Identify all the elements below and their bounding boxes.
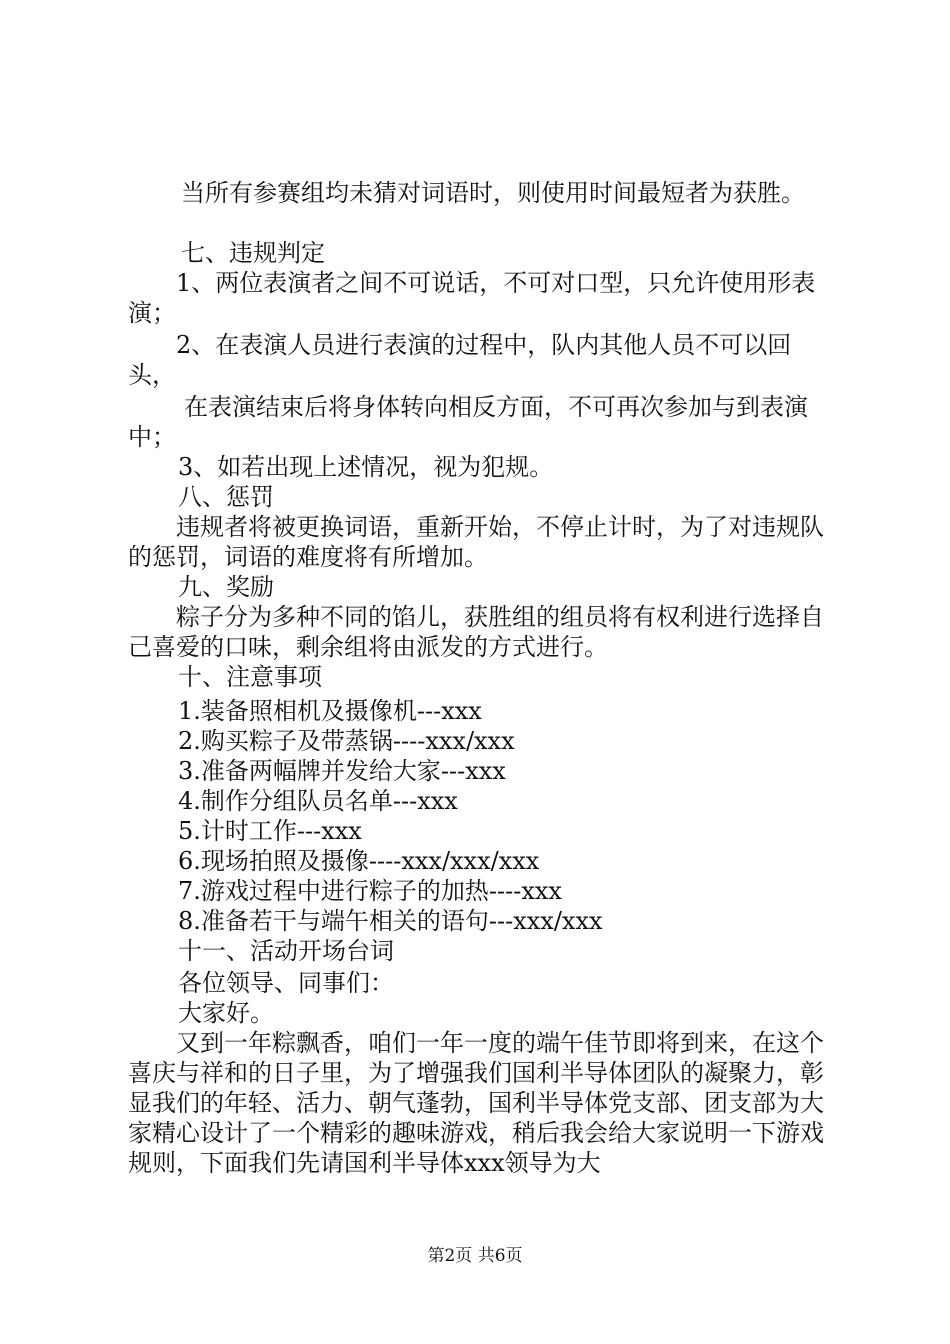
list-item: 3.准备两幅牌并发给大家---xxx <box>178 757 506 785</box>
section-heading-reward: 九、奖励 <box>178 573 274 601</box>
list-item: 4.制作分组队员名单---xxx <box>178 787 458 815</box>
section-heading-opening: 十一、活动开场台词 <box>178 937 394 965</box>
rule-item-2: 2、在表演人员进行表演的过程中，队内其他人员不可以回头， <box>128 331 792 389</box>
paragraph-tie-rule: 当所有参赛组均未猜对词语时，则使用时间最短者为获胜。 <box>181 179 805 207</box>
rule-item-2-continued: 在表演结束后将身体转向相反方面，不可再次参加与到表演中； <box>128 393 808 451</box>
list-item: 5.计时工作---xxx <box>178 817 362 845</box>
list-item: 7.游戏过程中进行粽子的加热----xxx <box>178 877 562 905</box>
list-item: 8.准备若干与端午相关的语句---xxx/xxx <box>178 907 603 935</box>
page-number-footer: 第2页 共6页 <box>427 1246 523 1266</box>
paragraph-reward: 粽子分为多种不同的馅儿，获胜组的组员将有权利进行选择自己喜爱的口味，剩余组将由派发的方式进行。 <box>128 603 824 661</box>
greeting-line: 各位领导、同事们： <box>178 969 394 997</box>
rule-item-1: 1、两位表演者之间不可说话，不可对口型，只允许使用形表演； <box>128 269 816 327</box>
rule-item-3: 3、如若出现上述情况，视为犯规。 <box>178 453 554 481</box>
list-item: 6.现场拍照及摄像----xxx/xxx/xxx <box>178 847 540 875</box>
section-heading-notes: 十、注意事项 <box>178 663 322 691</box>
hello-line: 大家好。 <box>178 999 274 1027</box>
paragraph-penalty: 违规者将被更换词语，重新开始，不停止计时，为了对违规队的惩罚，词语的难度将有所增加。 <box>128 513 824 571</box>
paragraph-opening-speech: 又到一年粽飘香，咱们一年一度的端午佳节即将到来，在这个喜庆与祥和的日子里，为了增强我们国利半导体团队的凝聚力，彰显我们的年轻、活力、朝气蓬勃，国利半导体党支部、团支部为大家精心设计了一个精彩的趣味游戏，稍后我会给大家说明一下游戏规则，下面我们先请国利半导体xxx领导为大 <box>128 1029 824 1177</box>
list-item: 2.购买粽子及带蒸锅----xxx/xxx <box>178 727 515 755</box>
section-heading-violation: 七、违规判定 <box>181 239 325 267</box>
list-item: 1.装备照相机及摄像机---xxx <box>178 697 482 725</box>
section-heading-penalty: 八、惩罚 <box>178 483 274 511</box>
